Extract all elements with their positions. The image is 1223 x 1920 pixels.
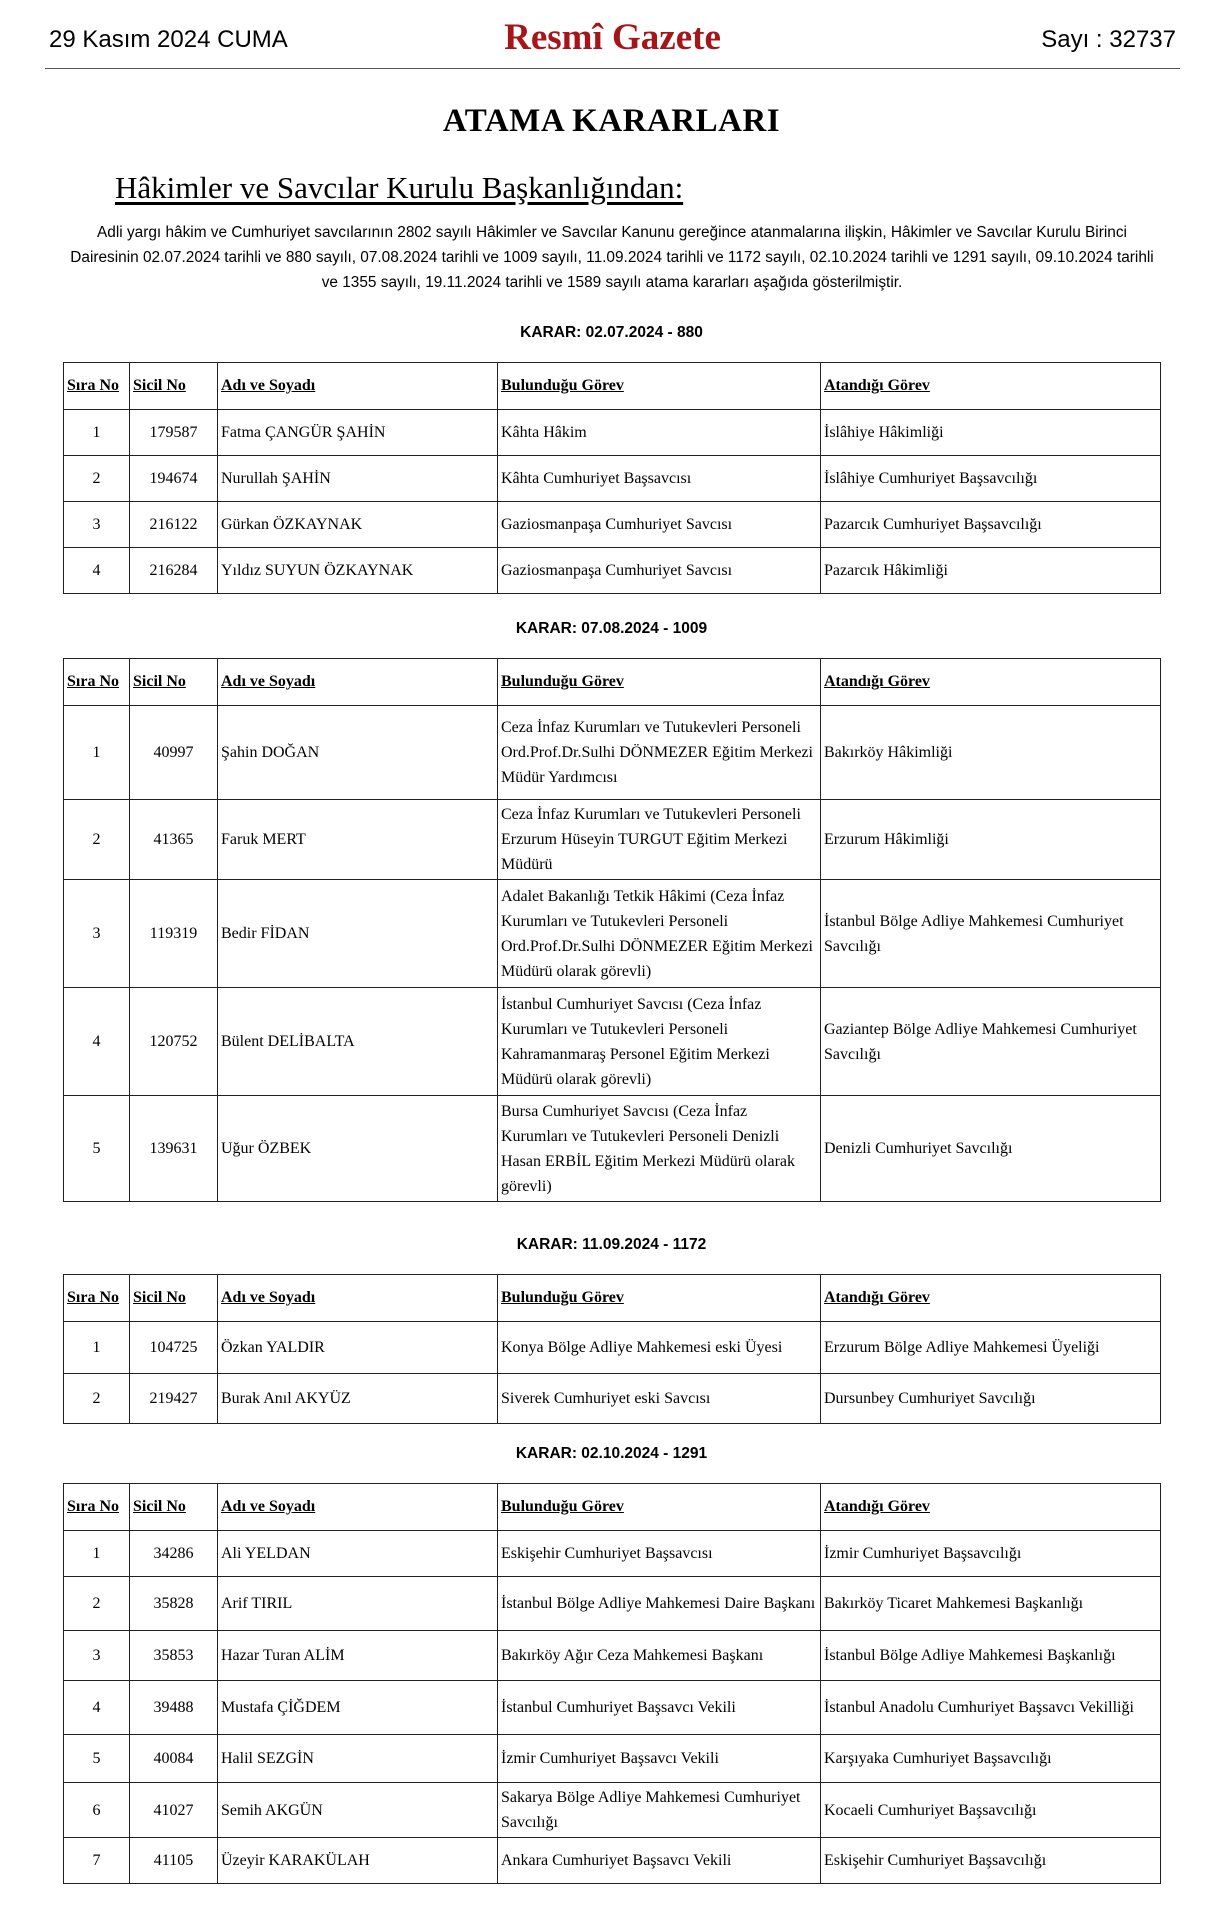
cell-sira-no: 2	[64, 1374, 130, 1424]
cell-sicil-no: 139631	[130, 1096, 218, 1202]
cell-current-post: Konya Bölge Adliye Mahkemesi eski Üyesi	[498, 1322, 821, 1374]
cell-assigned-post: Pazarcık Cumhuriyet Başsavcılığı	[821, 502, 1161, 548]
cell-current-post: Siverek Cumhuriyet eski Savcısı	[498, 1374, 821, 1424]
cell-sicil-no: 35853	[130, 1631, 218, 1681]
column-header-assigned-post: Atandığı Görev	[821, 363, 1161, 410]
table-row	[64, 1577, 1161, 1631]
masthead	[45, 14, 1180, 70]
column-header-sira-no: Sıra No	[64, 659, 130, 706]
table-header-row	[64, 1275, 1161, 1322]
cell-sicil-no: 179587	[130, 410, 218, 456]
cell-name: Semih AKGÜN	[218, 1783, 498, 1838]
table-row	[64, 1531, 1161, 1577]
appointments-table	[63, 658, 1161, 1202]
table-header-row	[64, 659, 1161, 706]
table-row	[64, 548, 1161, 594]
column-header-name: Adı ve Soyadı	[218, 363, 498, 410]
cell-name: Hazar Turan ALİM	[218, 1631, 498, 1681]
table-row	[64, 1783, 1161, 1838]
issue-date: 29 Kasım 2024 CUMA	[49, 26, 288, 53]
cell-current-post: Eskişehir Cumhuriyet Başsavcısı	[498, 1531, 821, 1577]
cell-assigned-post: İstanbul Anadolu Cumhuriyet Başsavcı Vekilliği	[821, 1681, 1161, 1735]
column-header-current-post: Bulunduğu Görev	[498, 363, 821, 410]
table-row	[64, 880, 1161, 988]
cell-assigned-post: Kocaeli Cumhuriyet Başsavcılığı	[821, 1783, 1161, 1838]
table-row	[64, 1374, 1161, 1424]
cell-sira-no: 1	[64, 410, 130, 456]
masthead-divider	[45, 68, 1180, 69]
column-header-current-post: Bulunduğu Görev	[498, 1275, 821, 1322]
cell-sicil-no: 34286	[130, 1531, 218, 1577]
column-header-sira-no: Sıra No	[64, 1275, 130, 1322]
cell-assigned-post: Pazarcık Hâkimliği	[821, 548, 1161, 594]
column-header-assigned-post: Atandığı Görev	[821, 1484, 1161, 1531]
cell-assigned-post: Erzurum Hâkimliği	[821, 800, 1161, 880]
cell-sicil-no: 40997	[130, 706, 218, 800]
table-row	[64, 706, 1161, 800]
cell-name: Nurullah ŞAHİN	[218, 456, 498, 502]
cell-sicil-no: 194674	[130, 456, 218, 502]
cell-sicil-no: 41105	[130, 1838, 218, 1884]
cell-current-post: Bursa Cumhuriyet Savcısı (Ceza İnfaz Kurumları ve Tutukevleri Personeli Denizli Hasan ERBİL Eğitim Merkezi Müdürü olarak görevli)	[498, 1096, 821, 1202]
cell-sira-no: 2	[64, 1577, 130, 1631]
table-row	[64, 1681, 1161, 1735]
column-header-name: Adı ve Soyadı	[218, 1275, 498, 1322]
cell-name: Halil SEZGİN	[218, 1735, 498, 1783]
decision-section	[63, 1234, 1160, 1424]
cell-name: Bedir FİDAN	[218, 880, 498, 988]
cell-assigned-post: İstanbul Bölge Adliye Mahkemesi Cumhuriyet Savcılığı	[821, 880, 1161, 988]
appointments-table	[63, 362, 1161, 594]
cell-sicil-no: 41365	[130, 800, 218, 880]
cell-sira-no: 3	[64, 880, 130, 988]
cell-sira-no: 1	[64, 1531, 130, 1577]
table-header-row	[64, 1484, 1161, 1531]
column-header-sicil-no: Sicil No	[130, 1275, 218, 1322]
table-row	[64, 1631, 1161, 1681]
cell-sira-no: 1	[64, 1322, 130, 1374]
table-row	[64, 456, 1161, 502]
cell-name: Ali YELDAN	[218, 1531, 498, 1577]
cell-sicil-no: 119319	[130, 880, 218, 988]
appointments-table	[63, 1274, 1161, 1424]
cell-current-post: Ceza İnfaz Kurumları ve Tutukevleri Personeli Erzurum Hüseyin TURGUT Eğitim Merkezi Müdürü	[498, 800, 821, 880]
cell-assigned-post: İslâhiye Hâkimliği	[821, 410, 1161, 456]
cell-current-post: Ankara Cumhuriyet Başsavcı Vekili	[498, 1838, 821, 1884]
cell-assigned-post: Gaziantep Bölge Adliye Mahkemesi Cumhuriyet Savcılığı	[821, 988, 1161, 1096]
column-header-sira-no: Sıra No	[64, 363, 130, 410]
cell-sira-no: 2	[64, 800, 130, 880]
cell-name: Şahin DOĞAN	[218, 706, 498, 800]
cell-current-post: Gaziosmanpaşa Cumhuriyet Savcısı	[498, 548, 821, 594]
cell-sicil-no: 40084	[130, 1735, 218, 1783]
cell-assigned-post: İstanbul Bölge Adliye Mahkemesi Başkanlığı	[821, 1631, 1161, 1681]
column-header-assigned-post: Atandığı Görev	[821, 659, 1161, 706]
cell-name: Yıldız SUYUN ÖZKAYNAK	[218, 548, 498, 594]
cell-current-post: Gaziosmanpaşa Cumhuriyet Savcısı	[498, 502, 821, 548]
cell-name: Üzeyir KARAKÜLAH	[218, 1838, 498, 1884]
cell-sira-no: 6	[64, 1783, 130, 1838]
institution-heading: Hâkimler ve Savcılar Kurulu Başkanlığından:	[115, 170, 684, 205]
decision-section	[63, 322, 1160, 594]
cell-sira-no: 2	[64, 456, 130, 502]
table-row	[64, 1096, 1161, 1202]
table-row	[64, 800, 1161, 880]
cell-sira-no: 3	[64, 502, 130, 548]
cell-current-post: Sakarya Bölge Adliye Mahkemesi Cumhuriyet Savcılığı	[498, 1783, 821, 1838]
table-row	[64, 1735, 1161, 1783]
document-title: ATAMA KARARLARI	[442, 103, 781, 139]
cell-name: Gürkan ÖZKAYNAK	[218, 502, 498, 548]
cell-name: Fatma ÇANGÜR ŞAHİN	[218, 410, 498, 456]
cell-assigned-post: Karşıyaka Cumhuriyet Başsavcılığı	[821, 1735, 1161, 1783]
cell-name: Özkan YALDIR	[218, 1322, 498, 1374]
column-header-sicil-no: Sicil No	[130, 1484, 218, 1531]
table-row	[64, 1838, 1161, 1884]
cell-current-post: İstanbul Bölge Adliye Mahkemesi Daire Başkanı	[498, 1577, 821, 1631]
cell-name: Faruk MERT	[218, 800, 498, 880]
column-header-current-post: Bulunduğu Görev	[498, 1484, 821, 1531]
cell-assigned-post: Eskişehir Cumhuriyet Başsavcılığı	[821, 1838, 1161, 1884]
cell-current-post: Kâhta Cumhuriyet Başsavcısı	[498, 456, 821, 502]
cell-current-post: İzmir Cumhuriyet Başsavcı Vekili	[498, 1735, 821, 1783]
cell-sira-no: 4	[64, 988, 130, 1096]
decision-section	[63, 1443, 1160, 1884]
table-header-row	[64, 363, 1161, 410]
cell-current-post: İstanbul Cumhuriyet Savcısı (Ceza İnfaz Kurumları ve Tutukevleri Personeli Kahramanmaraş Personel Eğitim Merkezi Müdürü olarak görevli)	[498, 988, 821, 1096]
decision-heading: KARAR: 02.07.2024 - 880	[520, 324, 703, 341]
decision-heading: KARAR: 07.08.2024 - 1009	[515, 620, 708, 637]
cell-name: Arif TIRIL	[218, 1577, 498, 1631]
cell-assigned-post: Dursunbey Cumhuriyet Savcılığı	[821, 1374, 1161, 1424]
column-header-sicil-no: Sicil No	[130, 659, 218, 706]
column-header-current-post: Bulunduğu Görev	[498, 659, 821, 706]
cell-name: Burak Anıl AKYÜZ	[218, 1374, 498, 1424]
cell-sicil-no: 120752	[130, 988, 218, 1096]
column-header-name: Adı ve Soyadı	[218, 1484, 498, 1531]
cell-assigned-post: İzmir Cumhuriyet Başsavcılığı	[821, 1531, 1161, 1577]
cell-sira-no: 5	[64, 1096, 130, 1202]
issue-number: Sayı : 32737	[1041, 26, 1176, 53]
decision-heading: KARAR: 02.10.2024 - 1291	[515, 1445, 708, 1462]
cell-sicil-no: 104725	[130, 1322, 218, 1374]
cell-sira-no: 1	[64, 706, 130, 800]
cell-sira-no: 5	[64, 1735, 130, 1783]
gazette-title: Resmî Gazete	[504, 17, 721, 58]
cell-sira-no: 4	[64, 1681, 130, 1735]
cell-sicil-no: 39488	[130, 1681, 218, 1735]
appointments-table	[63, 1483, 1161, 1884]
cell-sicil-no: 41027	[130, 1783, 218, 1838]
cell-sicil-no: 216284	[130, 548, 218, 594]
cell-current-post: Adalet Bakanlığı Tetkik Hâkimi (Ceza İnfaz Kurumları ve Tutukevleri Personeli Ord.Prof.Dr.Sulhi DÖNMEZER Eğitim Merkezi Müdürü olarak görevli)	[498, 880, 821, 988]
cell-name: Uğur ÖZBEK	[218, 1096, 498, 1202]
cell-sicil-no: 35828	[130, 1577, 218, 1631]
decision-section	[63, 618, 1160, 1202]
cell-sira-no: 4	[64, 548, 130, 594]
column-header-sicil-no: Sicil No	[130, 363, 218, 410]
column-header-name: Adı ve Soyadı	[218, 659, 498, 706]
table-row	[64, 410, 1161, 456]
table-row	[64, 1322, 1161, 1374]
column-header-assigned-post: Atandığı Görev	[821, 1275, 1161, 1322]
cell-current-post: Bakırköy Ağır Ceza Mahkemesi Başkanı	[498, 1631, 821, 1681]
cell-sira-no: 7	[64, 1838, 130, 1884]
cell-sicil-no: 216122	[130, 502, 218, 548]
cell-current-post: Ceza İnfaz Kurumları ve Tutukevleri Personeli Ord.Prof.Dr.Sulhi DÖNMEZER Eğitim Merkezi Müdür Yardımcısı	[498, 706, 821, 800]
cell-assigned-post: Bakırköy Hâkimliği	[821, 706, 1161, 800]
cell-sira-no: 3	[64, 1631, 130, 1681]
decision-heading: KARAR: 11.09.2024 - 1172	[516, 1236, 707, 1253]
cell-assigned-post: İslâhiye Cumhuriyet Başsavcılığı	[821, 456, 1161, 502]
table-row	[64, 502, 1161, 548]
cell-current-post: İstanbul Cumhuriyet Başsavcı Vekili	[498, 1681, 821, 1735]
cell-name: Mustafa ÇİĞDEM	[218, 1681, 498, 1735]
cell-assigned-post: Bakırköy Ticaret Mahkemesi Başkanlığı	[821, 1577, 1161, 1631]
column-header-sira-no: Sıra No	[64, 1484, 130, 1531]
intro-paragraph: Adli yargı hâkim ve Cumhuriyet savcılarının 2802 sayılı Hâkimler ve Savcılar Kanunu gereğince atanmalarına ilişkin, Hâkimler ve Savcılar Kurulu Birinci Dairesinin 02.07.2024 tarihli ve 880 sayılı, 07.08.2024 tarihli ve 1009 sayılı, 11.09.2024 tarihli ve 1172 sayılı, 02.10.2024 tarihli ve 1291 sayılı, 09.10.2024 tarihli ve 1355 sayılı, 19.11.2024 tarihli ve 1589 sayılı atama kararları aşağıda gösterilmiştir.	[70, 224, 1154, 291]
cell-sicil-no: 219427	[130, 1374, 218, 1424]
cell-assigned-post: Erzurum Bölge Adliye Mahkemesi Üyeliği	[821, 1322, 1161, 1374]
cell-assigned-post: Denizli Cumhuriyet Savcılığı	[821, 1096, 1161, 1202]
cell-current-post: Kâhta Hâkim	[498, 410, 821, 456]
cell-name: Bülent DELİBALTA	[218, 988, 498, 1096]
table-row	[64, 988, 1161, 1096]
